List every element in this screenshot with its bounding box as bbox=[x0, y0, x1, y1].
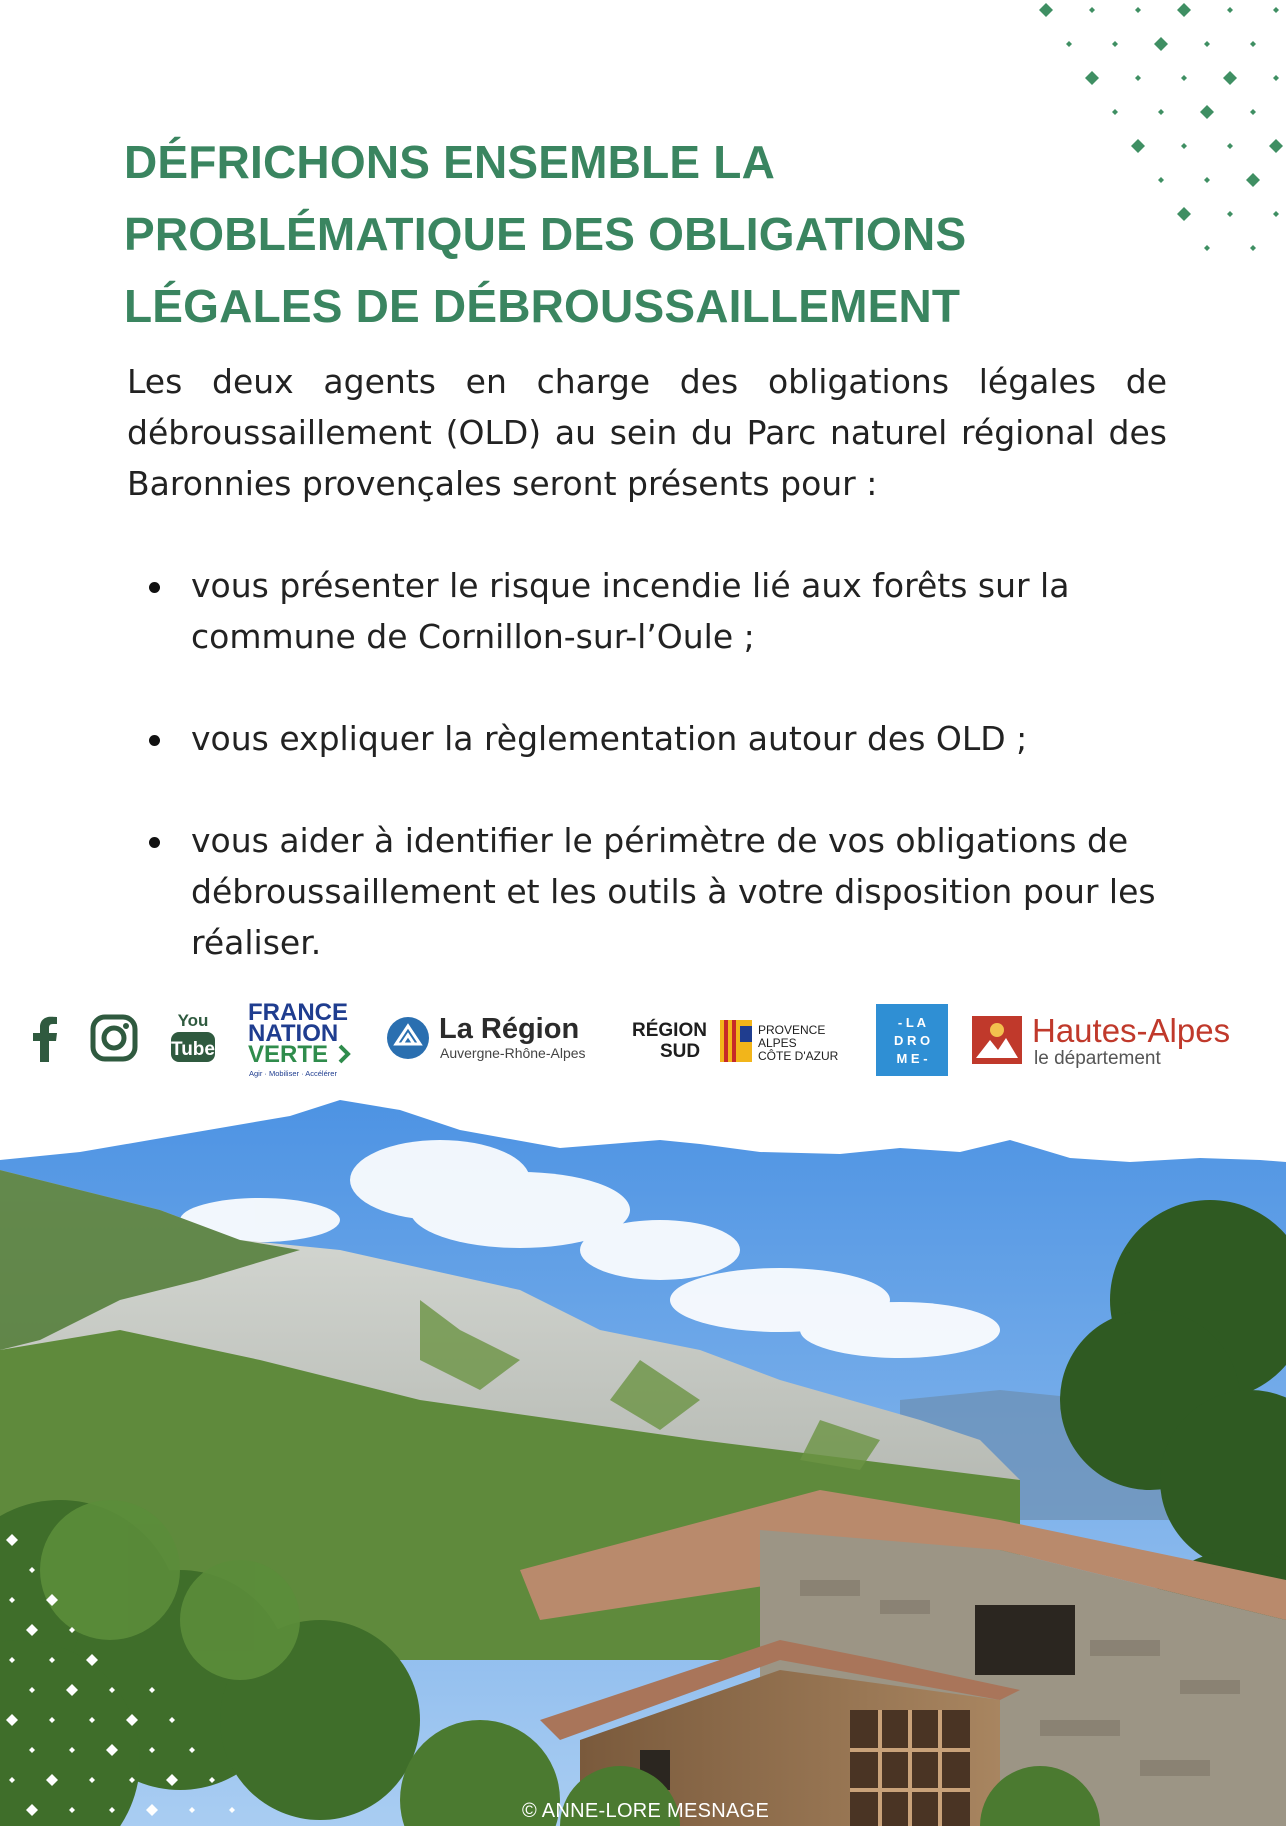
decorative-dot bbox=[1131, 139, 1145, 153]
decorative-dot bbox=[1250, 245, 1256, 251]
decorative-dot bbox=[1200, 105, 1214, 119]
decorative-dot bbox=[1039, 3, 1053, 17]
decorative-dot bbox=[1250, 109, 1256, 115]
decorative-dot bbox=[1085, 71, 1099, 85]
decorative-dots-pattern bbox=[1016, 0, 1286, 260]
fnv-line-3: VERTE bbox=[248, 1041, 329, 1068]
decorative-dot bbox=[1223, 71, 1237, 85]
landscape-photo bbox=[0, 1100, 1286, 1826]
decorative-dot bbox=[1135, 75, 1141, 81]
decorative-dot bbox=[1158, 177, 1164, 183]
list-item: vous aider à identifier le périmètre de vos obligations de débroussaillement et les outils à votre disposition pour les réaliser. bbox=[127, 815, 1177, 968]
decorative-dot bbox=[1177, 207, 1191, 221]
region-sud-line-1: RÉGION bbox=[632, 1020, 707, 1041]
decorative-dot bbox=[1269, 139, 1283, 153]
list-item: vous présenter le risque incendie lié aux forêts sur la commune de Cornillon-sur-l’Oule ; bbox=[127, 560, 1177, 662]
title-line-3: LÉGALES DE DÉBROUSSAILLEMENT bbox=[124, 280, 961, 332]
decorative-dot bbox=[1154, 37, 1168, 51]
decorative-dot bbox=[1177, 3, 1191, 17]
decorative-dot bbox=[1273, 7, 1279, 13]
decorative-dot bbox=[1181, 75, 1187, 81]
hautes-alpes-sub: le département bbox=[1034, 1048, 1161, 1069]
region-sud-line-2: SUD bbox=[660, 1041, 701, 1062]
decorative-dot bbox=[1273, 75, 1279, 81]
facebook-icon[interactable] bbox=[30, 1014, 60, 1062]
hautes-alpes-name: Hautes-Alpes bbox=[1032, 1012, 1231, 1049]
hautes-alpes-logo bbox=[972, 1010, 1252, 1072]
decorative-dot bbox=[1273, 211, 1279, 217]
bullet-list bbox=[127, 560, 1177, 1019]
decorative-dot bbox=[1089, 7, 1095, 13]
region-sud-logo bbox=[632, 1012, 842, 1068]
fnv-tagline: Agir · Mobiliser · Accélérer bbox=[249, 1069, 337, 1078]
fnv-line-1: FRANCE bbox=[248, 999, 348, 1026]
decorative-dot bbox=[1227, 143, 1233, 149]
la-drome-logo bbox=[876, 1004, 948, 1076]
la-drome-line-1: - L A bbox=[897, 1015, 927, 1030]
decorative-dot bbox=[1204, 177, 1210, 183]
la-drome-line-3: M E - bbox=[896, 1051, 928, 1066]
decorative-dot bbox=[1181, 143, 1187, 149]
decorative-dot bbox=[1227, 211, 1233, 217]
intro-paragraph: Les deux agents en charge des obligations légales de débroussaillement (OLD) au sein du Parc naturel régional des Baronnies provençales seront présents pour : bbox=[127, 362, 1167, 503]
instagram-icon[interactable] bbox=[90, 1014, 138, 1062]
youtube-you-text: You bbox=[177, 1011, 209, 1030]
decorative-dot bbox=[1112, 41, 1118, 47]
youtube-tube-text: Tube bbox=[171, 1039, 215, 1060]
region-sud-sub-2: ALPES bbox=[758, 1036, 797, 1050]
youtube-icon[interactable] bbox=[170, 1008, 216, 1066]
la-region-name: La Région bbox=[439, 1013, 580, 1045]
decorative-dot bbox=[1112, 109, 1118, 115]
list-item: vous expliquer la règlementation autour des OLD ; bbox=[127, 713, 1177, 764]
decorative-dot bbox=[1250, 41, 1256, 47]
decorative-dot bbox=[1246, 173, 1260, 187]
page-title bbox=[124, 126, 1024, 342]
la-drome-line-2: D R O bbox=[893, 1033, 931, 1048]
title-line-2: PROBLÉMATIQUE DES OBLIGATIONS bbox=[124, 208, 967, 260]
la-region-sub: Auvergne-Rhône-Alpes bbox=[440, 1045, 586, 1061]
photo-credit: © ANNE-LORE MESNAGE bbox=[522, 1800, 770, 1822]
region-sud-sub-3: CÔTE D'AZUR bbox=[758, 1049, 839, 1063]
la-region-logo bbox=[386, 1008, 600, 1068]
title-line-1: DÉFRICHONS ENSEMBLE LA bbox=[124, 136, 775, 188]
decorative-dot bbox=[1204, 245, 1210, 251]
france-nation-verte-logo bbox=[246, 998, 358, 1080]
decorative-dot bbox=[1066, 41, 1072, 47]
decorative-dot bbox=[1204, 41, 1210, 47]
decorative-dot bbox=[1227, 7, 1233, 13]
region-sud-sub-1: PROVENCE bbox=[758, 1023, 826, 1037]
partner-logos-bar bbox=[0, 990, 1286, 1080]
fnv-line-2: NATION bbox=[248, 1020, 339, 1047]
decorative-dot bbox=[1135, 7, 1141, 13]
decorative-dot bbox=[1158, 109, 1164, 115]
